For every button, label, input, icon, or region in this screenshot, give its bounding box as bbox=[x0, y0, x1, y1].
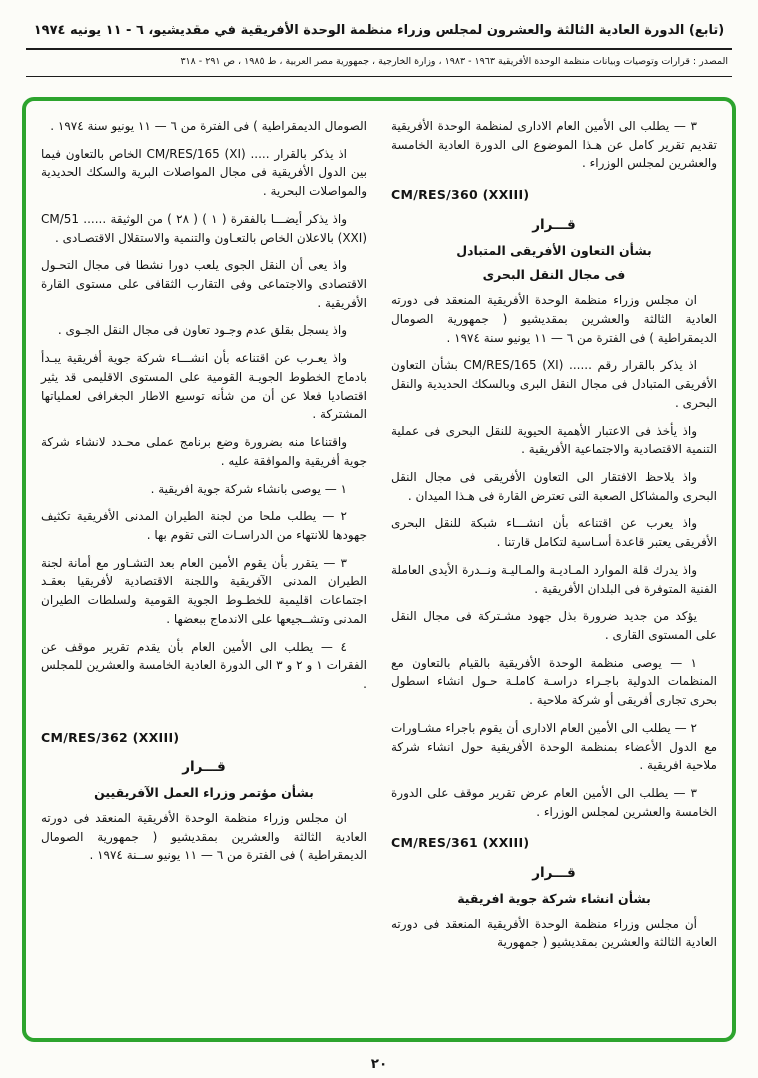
column-right bbox=[391, 117, 717, 1028]
paragraph: واذ يدرك قلة الموارد المـاديـة والمـاليـة ونــدرة الأيدى العاملة الفنية المتوفرة فى البلدان الأفريقية . bbox=[391, 562, 717, 596]
paragraph: اذ يذكر بالقرار ..... CM/RES/165 (XI) الخاص بالتعاون فيما بين الدول الأفريقية فى مجال المواصلات البرية والسكك الحديدية والمواصلات البحرية . bbox=[41, 146, 367, 199]
paragraph: ٢ — يطلب الى الأمين العام الادارى أن يقوم باجراء مشـاورات مع الدول الأعضاء بمنظمة الوحدة الأفريقية حول انشاء شركة ملاحية افريقية . bbox=[391, 720, 717, 773]
resolution-title: قـــرار bbox=[532, 216, 576, 233]
paragraph: ان مجلس وزراء منظمة الوحدة الأفريقية المنعقد فى دورته العادية الثالثة والعشرين بمقديشيو ( جمهورية الصومال الديمقراطية ) فى الفترة من ٦ — ١١ يونيو ســنة ١٩٧٤ . bbox=[41, 810, 367, 863]
paragraph: ٣ — يطلب الى الأمين العام الادارى لمنظمة الوحدة الأفريقية تقديم تقرير كامل عن هـذا الموضوع الى الدورة العادية الخامسة والعشرين لمجلس الوزراء . bbox=[391, 119, 717, 171]
resolution-ref: CM/RES/360 (XXIII) bbox=[391, 187, 530, 203]
page-number: ٢٠ bbox=[370, 1056, 388, 1072]
resolution-ref: CM/RES/362 (XXIII) bbox=[41, 729, 180, 745]
paragraph: واذ يلاحظ الافتقار الى التعاون الأفريقى فى مجال النقل البحرى والمشاكل الصعبة التى تعترض القارة فى هـذا الميدان . bbox=[391, 469, 717, 503]
paragraph: ١ — يوصى منظمة الوحدة الأفريقية بالقيام بالتعاون مع المنظمات الدولية باجـراء دراسـة كاملـة حـول انشاء اسطول بحرى تجارى أفريقى أو شركة ملاحية . bbox=[391, 655, 717, 708]
paragraph: ٢ — يطلب ملحا من لجنة الطيران المدنى الأفريقية تكثيف جهودها للانتهاء من الدراسـات التى تقوم بها . bbox=[41, 509, 367, 542]
paragraph: ان مجلس وزراء منظمة الوحدة الأفريقية المنعقد فى دورته العادية الثالثة والعشرين بمقديشيو ( جمهورية الصومال الديمقراطية ) فى الفترة من ٦ — ١١ يونيو سنة ١٩٧٤ . bbox=[391, 293, 717, 345]
resolution-subtitle: بشأن انشاء شركة جوية افريقية bbox=[457, 891, 651, 906]
paragraph: واذ يعرب عن اقتناعه بأن انشـــاء شبكة للنقل البحرى الأفريقى يعتبر قاعدة أسـاسية لتكامل قارتنا . bbox=[391, 516, 717, 550]
page-header: (تابع) الدورة العادية الثالثة والعشرون لمجلس وزراء منظمة الوحدة الأفريقية في مقديشيو، ٦ - ١١ يونيه ١٩٧٤ bbox=[33, 23, 725, 38]
paragraph: ٣ — يتقرر بأن يقوم الأمين العام بعد التشـاور مع أمانة لجنة الطيران المدنى الآفريقية واللجنة الاقتصادية لأفريقيا بعقـد اجتماعات اقليمية للخطـوط الجوية القومية ولسلطات الطيران المدنى وتشــجيعها على الاندماج ببعضها . bbox=[41, 555, 367, 626]
resolution-title: قـــرار bbox=[532, 864, 576, 881]
paragraph: واذ يسجل بقلق عدم وجـود تعاون فى مجال النقل الجـوى . bbox=[57, 323, 347, 338]
resolution-title: قـــرار bbox=[182, 759, 226, 776]
resolution-subtitle: بشأن التعاون الأفريقى المتبادل bbox=[456, 242, 652, 258]
resolution-ref: CM/RES/361 (XXIII) bbox=[391, 835, 530, 851]
paragraph: يؤكد من جديد ضرورة بذل جهود مشـتركة فى مجال النقل على المستوى القارى . bbox=[391, 609, 717, 642]
paragraph: ١ — يوصى بانشاء شركة جوية افريقية . bbox=[150, 481, 347, 496]
header-rule-top bbox=[26, 48, 732, 50]
paragraph: الصومال الديمقراطية ) فى الفترة من ٦ — ١١ يونيو سنة ١٩٧٤ . bbox=[50, 119, 367, 133]
content-frame bbox=[22, 97, 736, 1042]
paragraph: واذ يذكر أيضـــا بالفقرة ( ١ ) ( ٢٨ ) من الوثيقة ...... CM/51 (XXI) بالاعلان الخاص بالتعـاون والتنمية والاستقلال الاقتصـادى . bbox=[41, 211, 367, 245]
paragraph: اذ يذكر بالقرار رقم ...... CM/RES/165 (XI) بشأن التعاون الأفريقى المتبادل فى مجال النقل البرى وبالسكك الحديدية والنقل البحرى . bbox=[391, 358, 717, 410]
paragraph: أن مجلس وزراء منظمة الوحدة الأفريقية المنعقد فى دورته العادية الثالثة والعشرين بمقديشيو ( جمهورية bbox=[391, 916, 717, 950]
source-line: المصدر : قرارات وتوصيات وبيانات منظمة الوحدة الأفريقية ١٩٦٣ - ١٩٨٣ ، وزارة الخارجية ، جمهورية مصر العربية ، ط ١٩٨٥ ، ص ٢٩١ - ٣١٨ bbox=[180, 56, 728, 68]
resolution-subtitle: بشأن مؤتمر وزراء العمل الآفريقيين bbox=[94, 785, 314, 801]
two-column-text bbox=[41, 117, 717, 1028]
paragraph: واذ يأخذ فى الاعتبار الأهمية الحيوية للنقل البحرى فى عملية التنمية الاقتصادية والاجتماعية الأفريقية . bbox=[391, 423, 717, 457]
paragraph: ٣ — يطلب الى الأمين العام عرض تقرير موقف على الدورة الخامسة والعشرين لمجلس الوزراء . bbox=[391, 786, 717, 819]
paragraph: ٤ — يطلب الى الأمين العام بأن يقدم تقرير موقف عن الفقرات ١ و ٢ و ٣ الى الدورة العادية الخامسة والعشرين للمجلس . bbox=[41, 639, 367, 691]
header-rule-bottom bbox=[26, 76, 732, 77]
column-left bbox=[41, 117, 367, 1028]
resolution-subtitle: فى مجال النقل البحرى bbox=[482, 267, 626, 283]
paragraph: واذ يعـرب عن اقتناعه بأن انشـــاء شركة جوية أفريقية يبـدأ بادماج الخطوط الجويـة القومية على المستوى الاقليمى قد يثير اقتصاديا فعلا عن أن من شأنه توسيع الاطار الجغرافى لعملياتها المشتركة . bbox=[41, 351, 367, 422]
paragraph: واقتناعا منه بضرورة وضع برنامج عملى محـدد لانشاء شركة جوية أفريقية والموافقة عليه . bbox=[41, 435, 367, 468]
paragraph: واذ يعى أن النقل الجوى يلعب دورا نشطا فى مجال التحـول الاقتصادى والاجتماعى وفى التقارب الثقافى على مستوى القارة الأفريقية . bbox=[41, 258, 367, 310]
